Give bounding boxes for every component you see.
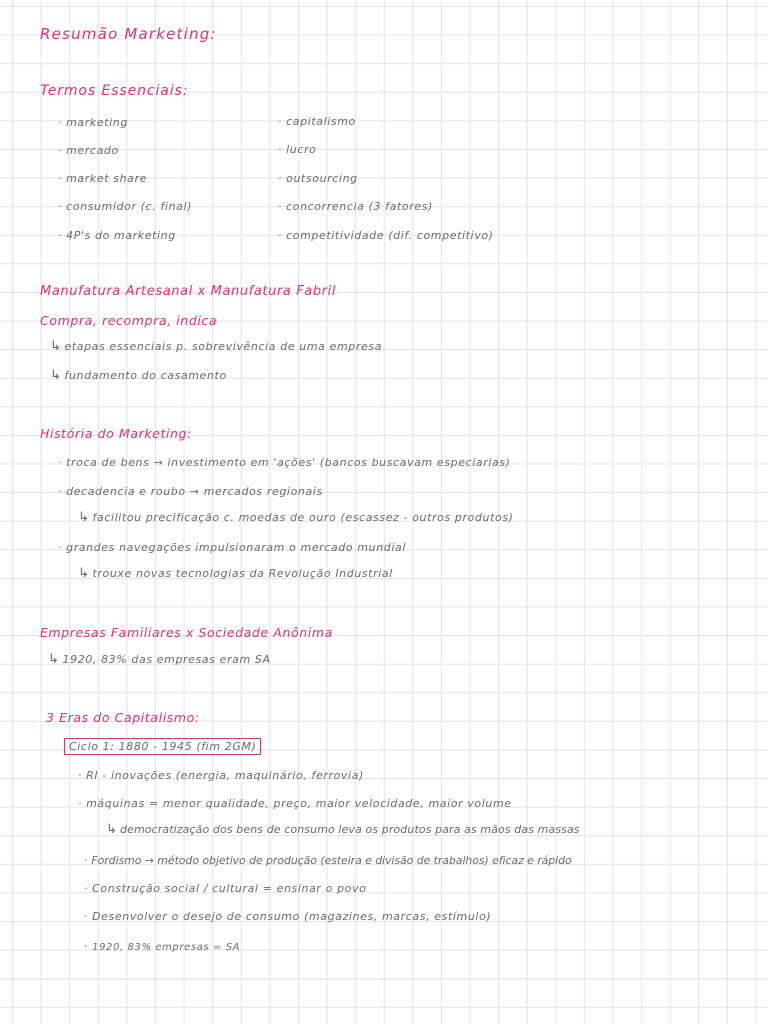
- bullet-icon: ·: [278, 200, 283, 213]
- termo-item: · consumidor (c. final): [58, 200, 192, 213]
- bullet-icon: ·: [84, 854, 88, 867]
- bullet-icon: ·: [78, 797, 83, 810]
- termo-item: · marketing: [58, 116, 128, 129]
- eras-item: · Construção social / cultural = ensinar o povo: [84, 882, 367, 895]
- termo-item: · lucro: [278, 143, 317, 156]
- bullet-icon: ·: [58, 456, 63, 469]
- return-arrow-icon: ↳: [48, 652, 60, 667]
- empresas-note: ↳ 1920, 83% das empresas eram SA: [48, 652, 271, 667]
- bullet-icon: ·: [58, 229, 63, 242]
- eras-note: ↳ democratização dos bens de consumo leva os produtos para as mãos das massas: [106, 822, 580, 837]
- bullet-icon: ·: [58, 200, 63, 213]
- manufatura-subheading: Compra, recompra, indica: [40, 313, 218, 328]
- termo-item: · capitalismo: [278, 115, 356, 128]
- eras-heading: 3 Eras do Capitalismo:: [46, 710, 200, 725]
- bullet-icon: ·: [58, 485, 63, 498]
- termo-item: · competitividade (dif. competitivo): [278, 229, 494, 242]
- historia-item: · grandes navegações impulsionaram o mercado mundial: [58, 541, 406, 554]
- bullet-icon: ·: [58, 144, 63, 157]
- eras-item: · RI - inovações (energia, maquinário, ferrovia): [78, 769, 364, 782]
- termos-heading: Termos Essenciais:: [40, 83, 189, 99]
- bullet-icon: ·: [58, 541, 63, 554]
- historia-note: ↳ trouxe novas tecnologias da Revolução Industrial: [78, 566, 393, 581]
- eras-item: · 1920, 83% empresas = SA: [84, 940, 241, 953]
- termo-item: · outsourcing: [278, 172, 358, 185]
- termo-item: · concorrencia (3 fatores): [278, 200, 433, 213]
- historia-heading: História do Marketing:: [40, 426, 192, 441]
- bullet-icon: ·: [278, 115, 283, 128]
- eras-item: · Desenvolver o desejo de consumo (magazines, marcas, estímulo): [84, 910, 492, 923]
- page-title: Resumão Marketing:: [40, 25, 217, 43]
- bullet-icon: ·: [84, 910, 89, 923]
- empresas-heading: Empresas Familiares x Sociedade Anônima: [40, 625, 333, 640]
- termo-item: · mercado: [58, 144, 119, 157]
- bullet-icon: ·: [278, 143, 283, 156]
- bullet-icon: ·: [58, 116, 63, 129]
- historia-note: ↳ facilitou precificação c. moedas de ouro (escassez - outros produtos): [78, 510, 514, 525]
- termo-item: · 4P's do marketing: [58, 229, 176, 242]
- return-arrow-icon: ↳: [50, 368, 62, 383]
- historia-item: · troca de bens → investimento em 'ações' (bancos buscavam especiarias): [58, 456, 511, 469]
- bullet-icon: ·: [58, 172, 63, 185]
- eras-item: · Fordismo → método objetivo de produção (esteira e divisão de trabalhos) eficaz e rápido: [84, 854, 572, 867]
- return-arrow-icon: ↳: [106, 822, 117, 837]
- manufatura-note: ↳ etapas essenciais p. sobrevivência de uma empresa: [50, 339, 383, 354]
- bullet-icon: ·: [84, 940, 89, 953]
- bullet-icon: ·: [278, 229, 283, 242]
- return-arrow-icon: ↳: [78, 566, 90, 581]
- historia-item: · decadencia e roubo → mercados regionais: [58, 485, 323, 498]
- bullet-icon: ·: [84, 882, 89, 895]
- return-arrow-icon: ↳: [78, 510, 90, 525]
- ciclo-box: Ciclo 1: 1880 - 1945 (fim 2GM): [64, 738, 261, 755]
- eras-item: · máquinas = menor qualidade, preço, maior velocidade, maior volume: [78, 797, 512, 810]
- termo-item: · market share: [58, 172, 147, 185]
- return-arrow-icon: ↳: [50, 339, 62, 354]
- manufatura-note: ↳ fundamento do casamento: [50, 368, 227, 383]
- bullet-icon: ·: [78, 769, 83, 782]
- manufatura-heading: Manufatura Artesanal x Manufatura Fabril: [40, 284, 337, 299]
- bullet-icon: ·: [278, 172, 283, 185]
